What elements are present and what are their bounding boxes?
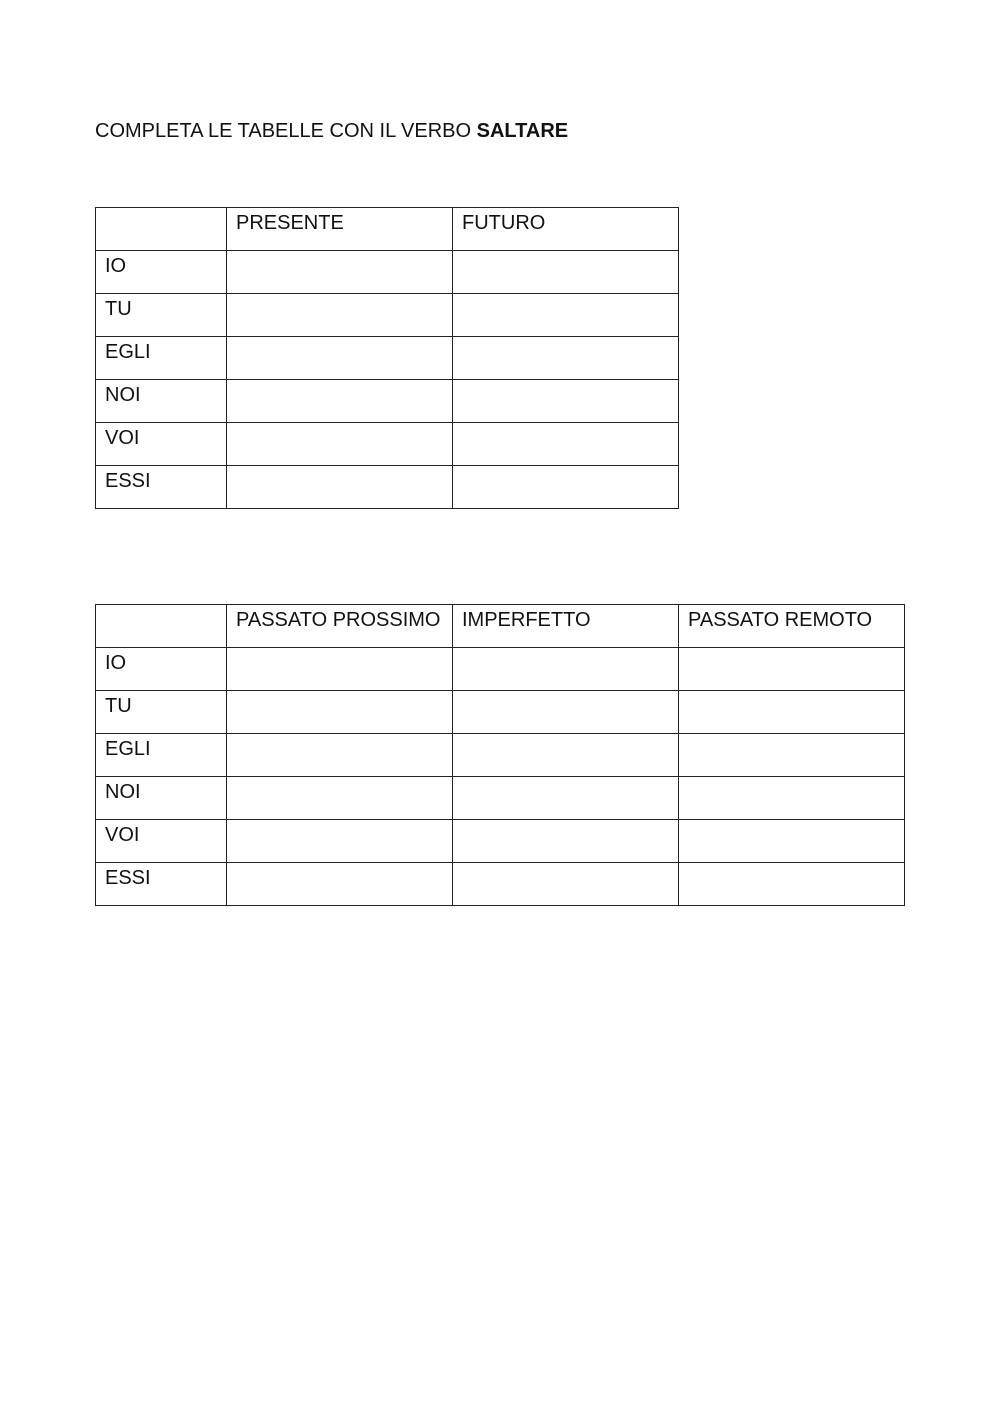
- verb-text: SALTARE: [476, 120, 569, 142]
- pronoun-cell: NOI: [96, 380, 227, 423]
- answer-cell[interactable]: [227, 820, 453, 863]
- pronoun-cell: TU: [96, 294, 227, 337]
- answer-cell[interactable]: [453, 734, 679, 777]
- pronoun-cell: IO: [96, 251, 227, 294]
- answer-cell[interactable]: [227, 466, 453, 509]
- answer-cell[interactable]: [227, 337, 453, 380]
- table-row: [96, 648, 905, 691]
- answer-cell[interactable]: [227, 251, 453, 294]
- pronoun-cell: EGLI: [96, 734, 227, 777]
- answer-cell[interactable]: [453, 863, 679, 906]
- header-empty-cell: [96, 605, 227, 648]
- answer-cell[interactable]: [227, 863, 453, 906]
- answer-cell[interactable]: [453, 648, 679, 691]
- answer-cell[interactable]: [227, 691, 453, 734]
- pronoun-cell: VOI: [96, 820, 227, 863]
- answer-cell[interactable]: [453, 466, 679, 509]
- pronoun-cell: TU: [96, 691, 227, 734]
- table-row: [96, 251, 679, 294]
- header-empty-cell: [96, 208, 227, 251]
- answer-cell[interactable]: [227, 423, 453, 466]
- answer-cell[interactable]: [679, 734, 905, 777]
- table-row: [96, 734, 905, 777]
- worksheet-instruction: [95, 120, 568, 143]
- pronoun-cell: ESSI: [96, 863, 227, 906]
- pronoun-cell: VOI: [96, 423, 227, 466]
- answer-cell[interactable]: [679, 777, 905, 820]
- conjugation-table-past-tenses: [95, 604, 905, 906]
- header-imperfetto: IMPERFETTO: [453, 605, 679, 648]
- table-row: [96, 820, 905, 863]
- pronoun-cell: ESSI: [96, 466, 227, 509]
- answer-cell[interactable]: [453, 337, 679, 380]
- header-passato-remoto: PASSATO REMOTO: [679, 605, 905, 648]
- table-row: [96, 691, 905, 734]
- answer-cell[interactable]: [453, 294, 679, 337]
- answer-cell[interactable]: [453, 380, 679, 423]
- answer-cell[interactable]: [227, 380, 453, 423]
- table-row: [96, 777, 905, 820]
- table-row: [96, 423, 679, 466]
- answer-cell[interactable]: [453, 777, 679, 820]
- answer-cell[interactable]: [227, 294, 453, 337]
- pronoun-cell: EGLI: [96, 337, 227, 380]
- answer-cell[interactable]: [227, 734, 453, 777]
- conjugation-table-present-future: [95, 207, 679, 509]
- table-header-row: [96, 605, 905, 648]
- answer-cell[interactable]: [227, 777, 453, 820]
- header-futuro: FUTURO: [453, 208, 679, 251]
- answer-cell[interactable]: [227, 648, 453, 691]
- answer-cell[interactable]: [679, 648, 905, 691]
- table-row: [96, 294, 679, 337]
- header-passato-prossimo: PASSATO PROSSIMO: [227, 605, 453, 648]
- table-header-row: [96, 208, 679, 251]
- answer-cell[interactable]: [679, 691, 905, 734]
- answer-cell[interactable]: [453, 820, 679, 863]
- answer-cell[interactable]: [453, 423, 679, 466]
- table-row: [96, 380, 679, 423]
- answer-cell[interactable]: [453, 691, 679, 734]
- header-presente: PRESENTE: [227, 208, 453, 251]
- instruction-text: COMPLETA LE TABELLE CON IL VERBO: [95, 120, 472, 142]
- answer-cell[interactable]: [679, 820, 905, 863]
- table-row: [96, 337, 679, 380]
- answer-cell[interactable]: [453, 251, 679, 294]
- answer-cell[interactable]: [679, 863, 905, 906]
- table-row: [96, 466, 679, 509]
- table-row: [96, 863, 905, 906]
- pronoun-cell: IO: [96, 648, 227, 691]
- pronoun-cell: NOI: [96, 777, 227, 820]
